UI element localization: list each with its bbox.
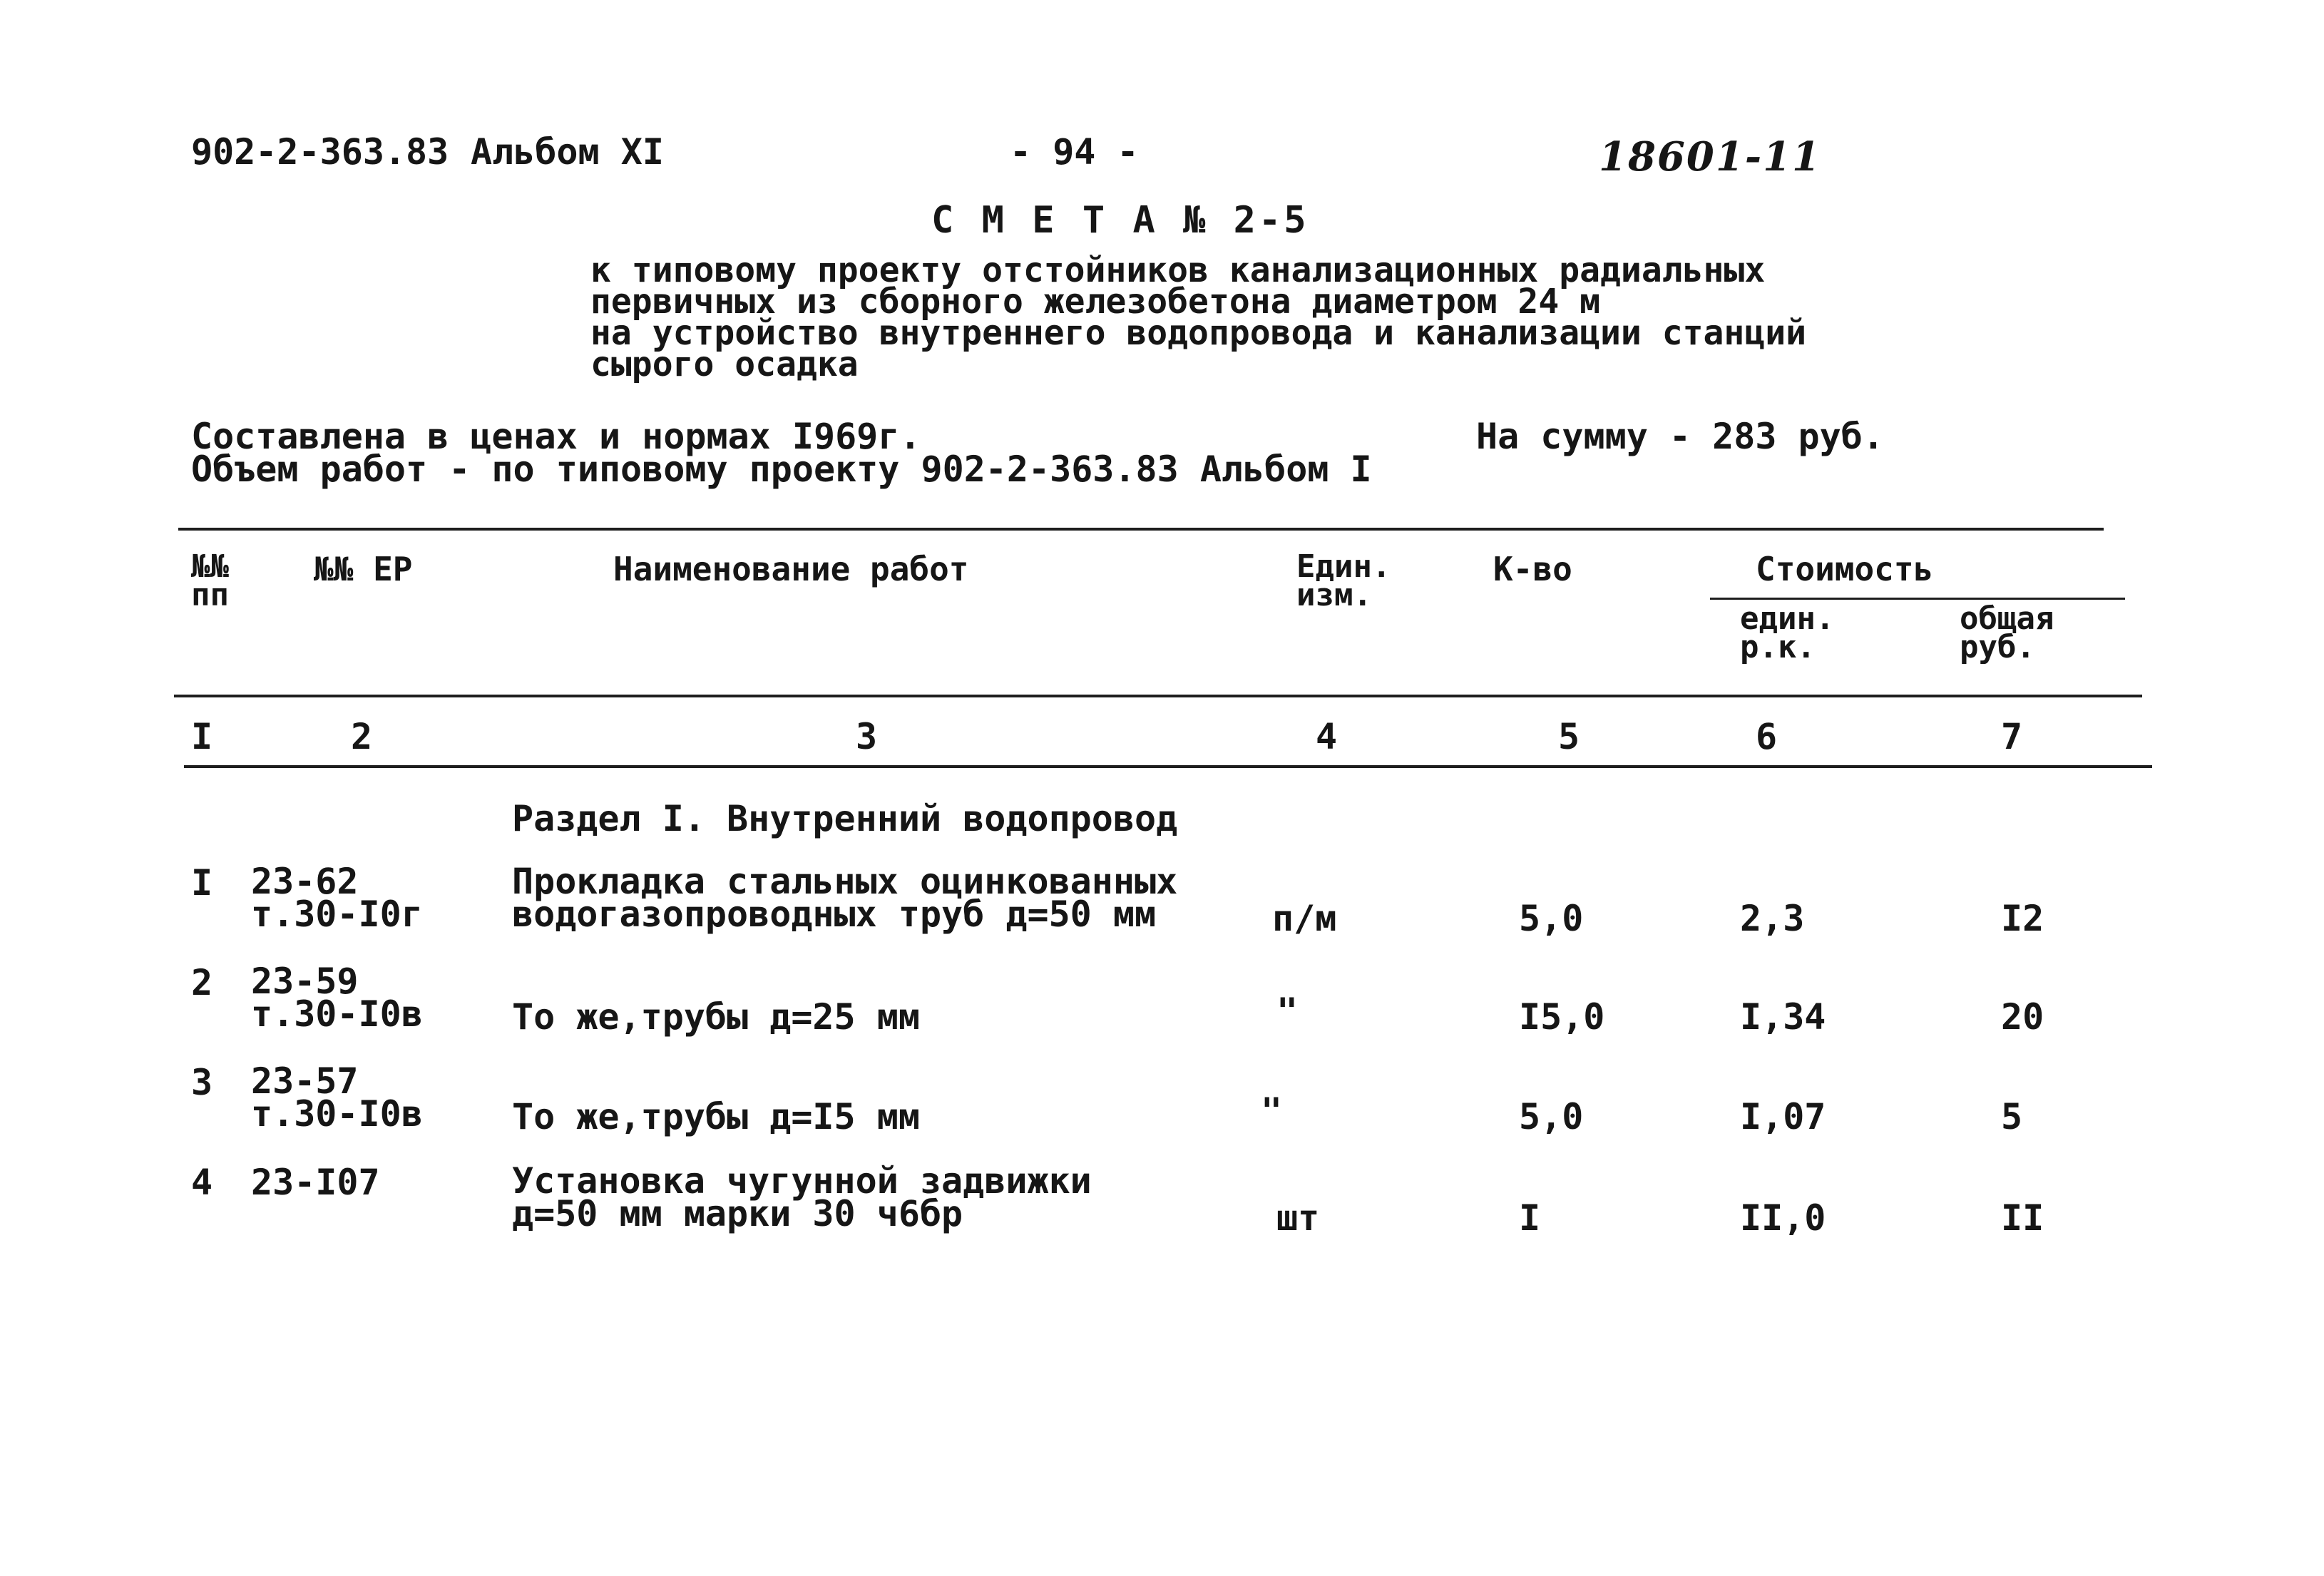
row-unit: п/м [1272, 898, 1337, 939]
col-number-3: 3 [856, 716, 878, 757]
row-er: 23-62 т.30-I0г [251, 861, 423, 935]
row-unit: " [1276, 991, 1299, 1032]
col-number-7: 7 [2001, 716, 2023, 757]
cost-subheader-rule [1710, 598, 2125, 600]
row-unit-cost: II,0 [1740, 1197, 1826, 1239]
row-unit: шт [1276, 1197, 1320, 1239]
row-total: 20 [2001, 996, 2044, 1038]
scope-note: Объем работ - по типовому проекту 902-2-363.83 Альбом I [191, 449, 1372, 490]
col-number-2: 2 [351, 716, 373, 757]
column-numbers-rule [184, 765, 2152, 768]
row-qty: 5,0 [1519, 1096, 1584, 1137]
row-unit-cost: I,34 [1740, 996, 1826, 1038]
row-qty: I5,0 [1519, 996, 1605, 1038]
row-qty: I [1519, 1197, 1541, 1239]
row-unit-cost: I,07 [1740, 1096, 1826, 1137]
prices-note: Составлена в ценах и нормах I969г. [191, 416, 921, 457]
row-total: I2 [2001, 898, 2044, 939]
row-num: 2 [191, 962, 213, 1003]
section-title: Раздел I. Внутренний водопровод [512, 798, 1178, 839]
row-unit: " [1261, 1090, 1283, 1132]
header-unit-cost: един. р.к. [1740, 600, 1835, 666]
row-total: 5 [2001, 1096, 2023, 1137]
row-er: 23-I07 [251, 1162, 380, 1203]
row-name: То же,трубы д=25 мм [512, 996, 920, 1038]
header-er: №№ ЕР [314, 550, 413, 588]
header-total-cost: общая руб. [1960, 600, 2054, 666]
album-label: Альбом XI [471, 131, 664, 173]
doc-code: 902-2-363.83 [191, 131, 449, 173]
header-bottom-rule [174, 695, 2142, 697]
row-num: 3 [191, 1062, 213, 1103]
row-num: 4 [191, 1162, 213, 1203]
row-num: I [191, 862, 213, 904]
col-number-5: 5 [1558, 716, 1580, 757]
estimate-subtitle: к типовому проекту отстойников канализационных радиальных первичных из сборного железобетона диаметром 24 м на устройство внутреннего водопровода и канализации станций сырого осадка [590, 250, 1807, 385]
amount-note: На сумму - 283 руб. [1476, 416, 1884, 457]
header-unit: Един. изм. [1296, 548, 1391, 614]
header-num: №№ пп [191, 548, 229, 614]
row-qty: 5,0 [1519, 898, 1584, 939]
col-number-1: I [191, 716, 213, 757]
estimate-title: С М Е Т А № 2-5 [931, 199, 1309, 242]
header-name: Наименование работ [613, 550, 969, 588]
row-name: Прокладка стальных оцинкованных водогазопроводных труб д=50 мм [512, 861, 1178, 935]
header-cost: Стоимость [1756, 550, 1934, 588]
col-number-6: 6 [1756, 716, 1778, 757]
header-qty: К-во [1493, 550, 1572, 588]
row-name: Установка чугунной задвижки д=50 мм марки 30 ч6бр [512, 1160, 1092, 1234]
handwritten-reference: 18601-11 [1599, 133, 1821, 180]
row-unit-cost: 2,3 [1740, 898, 1805, 939]
row-er: 23-57 т.30-I0в [251, 1060, 423, 1135]
row-er: 23-59 т.30-I0в [251, 961, 423, 1035]
table-top-rule [178, 528, 2104, 531]
row-total: II [2001, 1197, 2044, 1239]
page-number: - 94 - [1010, 131, 1139, 173]
row-name: То же,трубы д=I5 мм [512, 1096, 920, 1137]
col-number-4: 4 [1316, 716, 1338, 757]
